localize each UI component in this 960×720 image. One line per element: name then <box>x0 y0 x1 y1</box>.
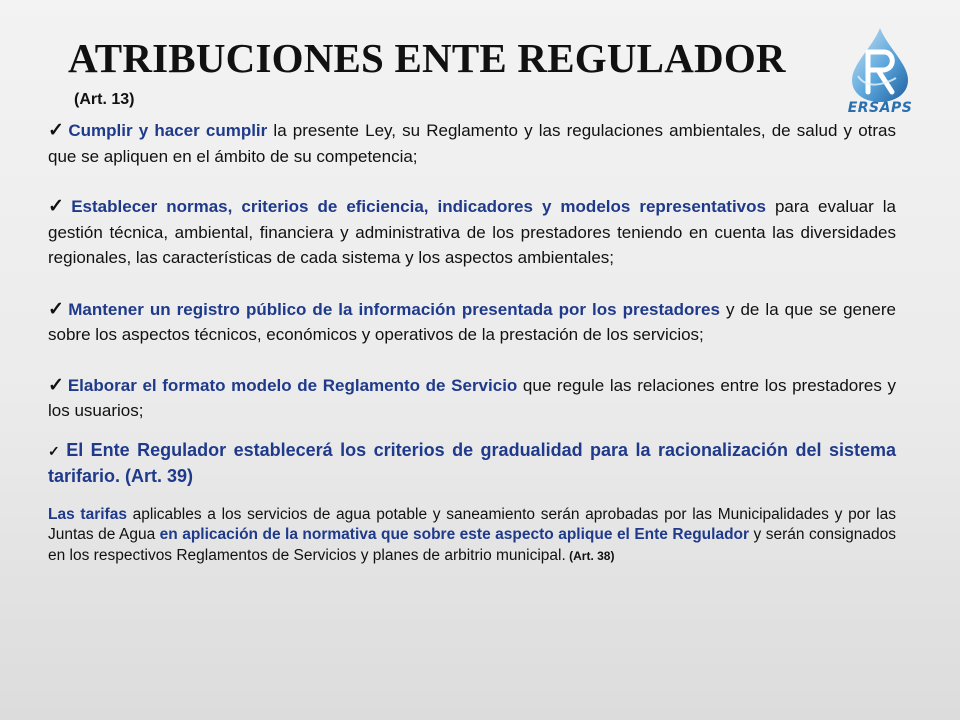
page-title: ATRIBUCIONES ENTE REGULADOR <box>68 35 786 81</box>
article-reference: (Art. 13) <box>74 91 135 108</box>
item-highlight: Mantener un registro público de la información presentada por los prestadores <box>68 299 720 319</box>
logo-text: ERSAPS <box>847 100 913 116</box>
note-highlight: en aplicación de la normativa que sobre este aspecto aplique el Ente Regulador <box>159 526 750 543</box>
note-text: y serán consignados en los respectivos Reglamentos de Servicios y planes de arbitrio municipal. <box>48 526 897 564</box>
list-item <box>48 118 896 169</box>
check-icon: ✓ <box>48 442 63 459</box>
check-icon: ✓ <box>48 120 66 141</box>
item-highlight: Establecer normas, criterios de eficiencia, indicadores y modelos representativos <box>71 197 766 216</box>
list-item <box>48 297 896 348</box>
item-text: para evaluar la gestión técnica, ambiental, financiera y administrativa de los prestadores teniendo en cuenta las diversidades regionales, las características de cada sistema y los aspectos ambientales; <box>48 197 897 267</box>
item-text: que regule las relaciones entre los prestadores y los usuarios; <box>48 375 896 420</box>
tariff-note <box>48 505 896 567</box>
attributions-list <box>48 118 896 566</box>
water-drop-icon <box>838 26 922 104</box>
check-icon: ✓ <box>48 374 65 396</box>
item-text: y de la que se genere sobre los aspectos técnicos, económicos y operativos de la prestación de los servicios; <box>48 299 896 344</box>
item-highlight: El Ente Regulador establecerá los criterios de gradualidad para la racionalización del sistema tarifario. (Art. 39) <box>48 439 897 486</box>
note-text: aplicables a los servicios de agua potable y saneamiento serán aprobadas por las Municipalidades y por las Juntas de Agua <box>48 505 896 543</box>
note-article-reference: (Art. 38) <box>565 548 615 563</box>
note-highlight: Las tarifas <box>48 505 127 523</box>
check-icon: ✓ <box>48 196 69 217</box>
ersaps-logo <box>838 26 922 126</box>
item-text: la presente Ley, su Reglamento y las regulaciones ambientales, de salud y otras que se apliquen en el ámbito de su competencia; <box>48 121 896 166</box>
item-highlight: Elaborar el formato modelo de Reglamento de Servicio <box>67 375 518 395</box>
check-icon: ✓ <box>48 298 66 320</box>
item-highlight: Cumplir y hacer cumplir <box>68 121 268 140</box>
list-item <box>48 194 896 271</box>
list-item <box>48 438 896 489</box>
list-item <box>48 373 896 424</box>
